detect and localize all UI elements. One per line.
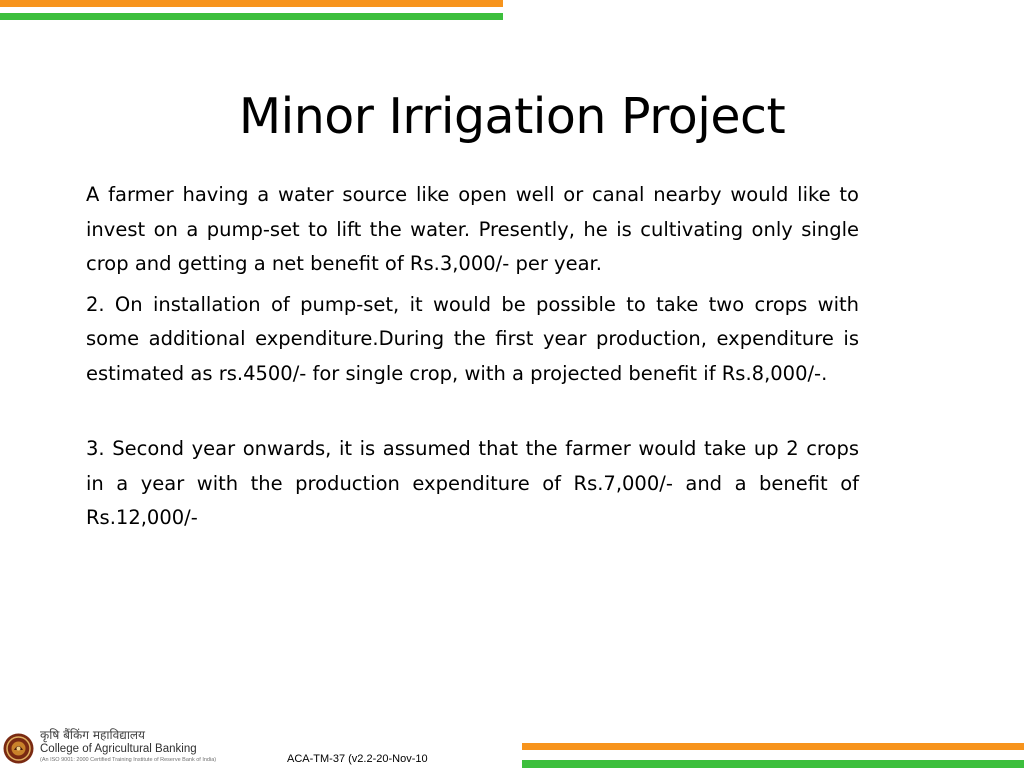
- top-green-stripe: [0, 13, 503, 20]
- paragraph-intro: A farmer having a water source like open well or canal nearby would like to invest on a pump-set to lift the water. Presently, he is cultivating only single crop and getting a net benefit of Rs.3,000/- per year.: [86, 183, 859, 275]
- institute-name: College of Agricultural Banking: [40, 743, 197, 755]
- footer-document-code: ACA-TM-37 (v2.2-20-Nov-10: [287, 753, 428, 765]
- institute-name-hindi: कृषि बैंकिंग महाविद्यालय: [40, 728, 146, 742]
- emblem-icon: [3, 733, 34, 764]
- institute-subtitle: (An ISO 9001: 2000 Certified Training Institute of Reserve Bank of India): [40, 757, 217, 763]
- bottom-green-stripe: [522, 760, 1024, 768]
- slide-title: Minor Irrigation Project: [238, 88, 786, 145]
- top-orange-stripe: [0, 0, 503, 7]
- bottom-orange-stripe: [522, 743, 1024, 750]
- paragraph-point-2: 2. On installation of pump-set, it would be possible to take two crops with some additional expenditure.During the first year production, expenditure is estimated as rs.4500/- for single crop, with a projected benefit if Rs.8,000/-.: [86, 292, 859, 385]
- paragraph-point-3: 3. Second year onwards, it is assumed that the farmer would take up 2 crops in a year with the production expenditure of Rs.7,000/- and a benefit of Rs.12,000/-: [86, 437, 859, 529]
- slide-body: [86, 178, 859, 542]
